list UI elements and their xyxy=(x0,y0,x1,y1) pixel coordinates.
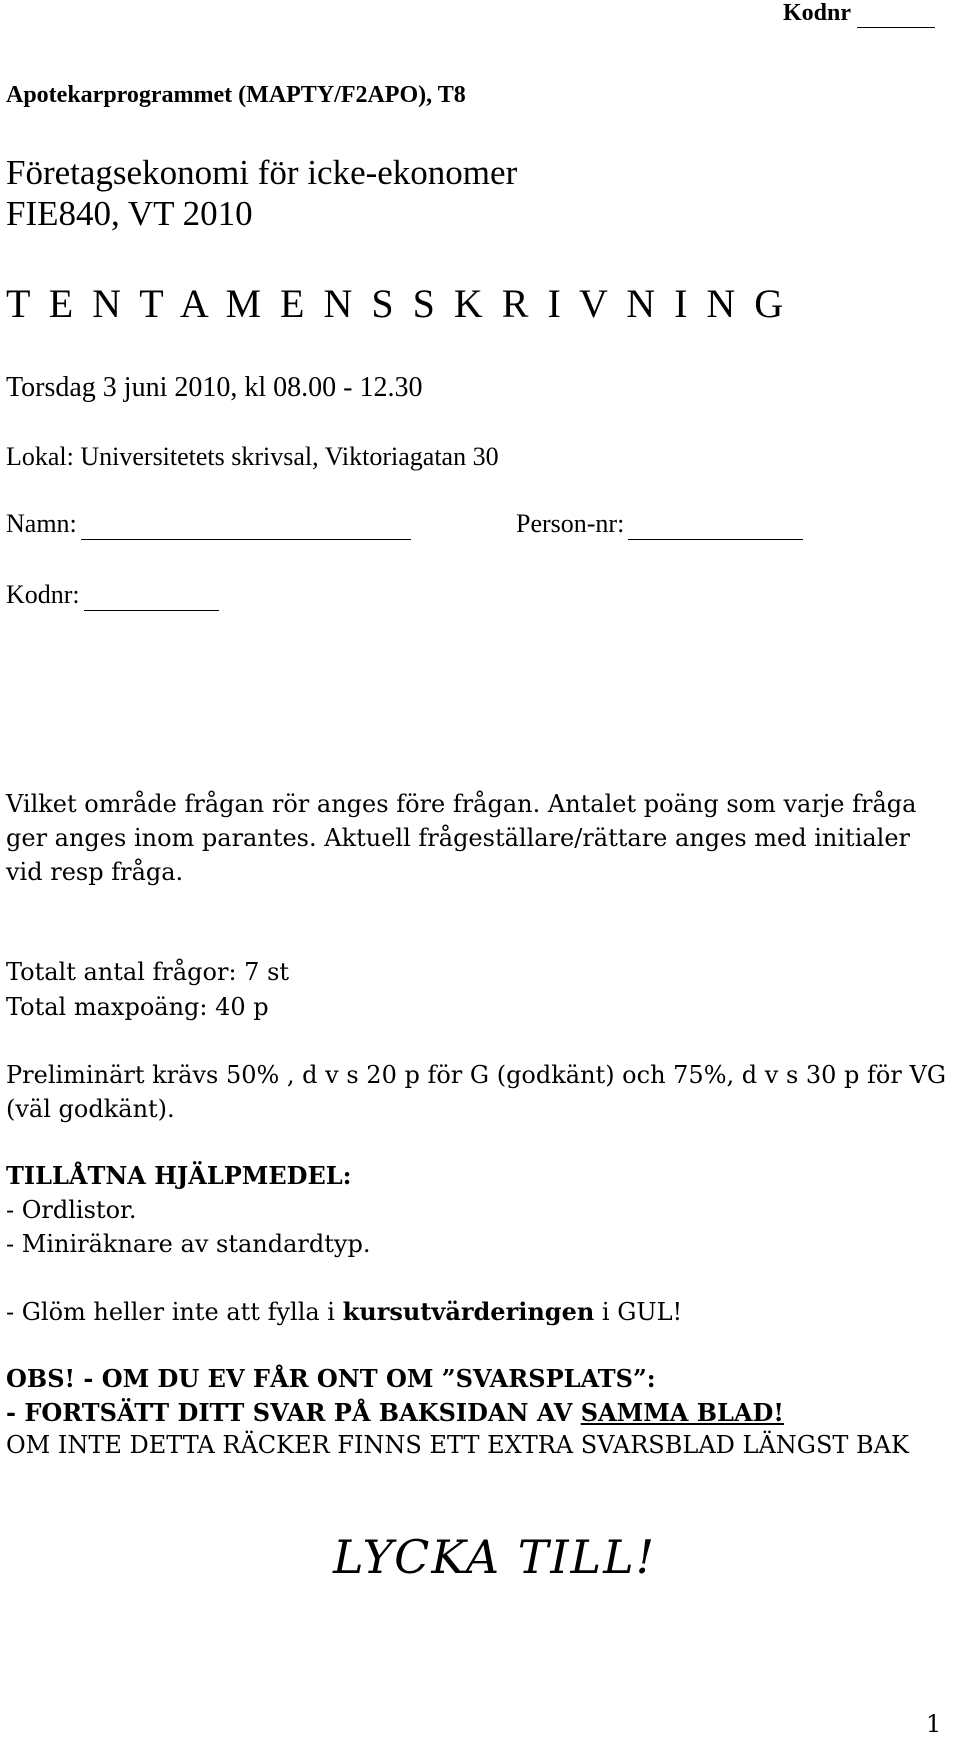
header-kodnr-blank xyxy=(857,0,935,28)
kodnr-field xyxy=(6,580,219,611)
program-name: Apotekarprogrammet (MAPTY/F2APO), T8 xyxy=(6,82,466,108)
reminder-suffix: i GUL! xyxy=(594,1298,683,1326)
reminder-emphasis: kursutvärderingen xyxy=(342,1297,595,1326)
good-luck-text: LYCKA TILL! xyxy=(333,1530,657,1584)
name-field-blank[interactable] xyxy=(81,509,411,540)
kodnr-field-label: Kodnr: xyxy=(6,580,80,609)
notice-line-3: OM INTE DETTA RÄCKER FINNS ETT EXTRA SVARSBLAD LÄNGST BAK xyxy=(6,1431,909,1459)
allowed-aid-item: - Ordlistor. xyxy=(6,1196,137,1224)
reminder-prefix: - Glöm heller inte att fylla i xyxy=(6,1298,343,1326)
personnr-field-label: Person-nr: xyxy=(516,509,625,538)
course-evaluation-reminder xyxy=(6,1295,951,1329)
allowed-aids-heading: TILLÅTNA HJÄLPMEDEL: xyxy=(6,1161,352,1190)
name-field xyxy=(6,509,411,540)
exam-heading: T E N T A M E N S S K R I V N I N G xyxy=(6,281,788,326)
grading-requirements: Preliminärt krävs 50% , d v s 20 p för G (godkänt) och 75%, d v s 30 p för VG (väl godkänt). xyxy=(6,1061,946,1123)
total-questions: Totalt antal frågor: 7 st xyxy=(6,958,290,986)
name-field-label: Namn: xyxy=(6,509,77,538)
notice-line-1: OBS! - OM DU EV FÅR ONT OM ”SVARSPLATS”: xyxy=(6,1364,656,1393)
exam-location: Lokal: Universitetets skrivsal, Viktoriagatan 30 xyxy=(6,442,499,471)
course-title: Företagsekonomi för icke-ekonomer xyxy=(6,153,518,192)
kodnr-field-blank[interactable] xyxy=(84,580,219,611)
instructions-paragraph: Vilket område frågan rör anges före frågan. Antalet poäng som varje fråga ger anges inom parantes. Aktuell frågeställare/rättare anges med initialer vid resp fråga. xyxy=(6,790,917,886)
page-number: 1 xyxy=(926,1710,942,1738)
allowed-aid-item: - Miniräknare av standardtyp. xyxy=(6,1230,371,1258)
notice-line-2 xyxy=(6,1396,951,1430)
personnr-field-blank[interactable] xyxy=(628,509,803,540)
exam-date: Torsdag 3 juni 2010, kl 08.00 - 12.30 xyxy=(6,372,423,403)
course-code: FIE840, VT 2010 xyxy=(6,194,253,233)
header-kodnr-label: Kodnr xyxy=(783,0,852,26)
notice-line-2-underlined: SAMMA BLAD! xyxy=(580,1398,784,1427)
personnr-field xyxy=(516,509,803,540)
total-points: Total maxpoäng: 40 p xyxy=(6,993,269,1021)
notice-line-2-prefix: - FORTSÄTT DITT SVAR PÅ BAKSIDAN AV xyxy=(6,1398,581,1427)
header-kodnr xyxy=(783,0,935,28)
